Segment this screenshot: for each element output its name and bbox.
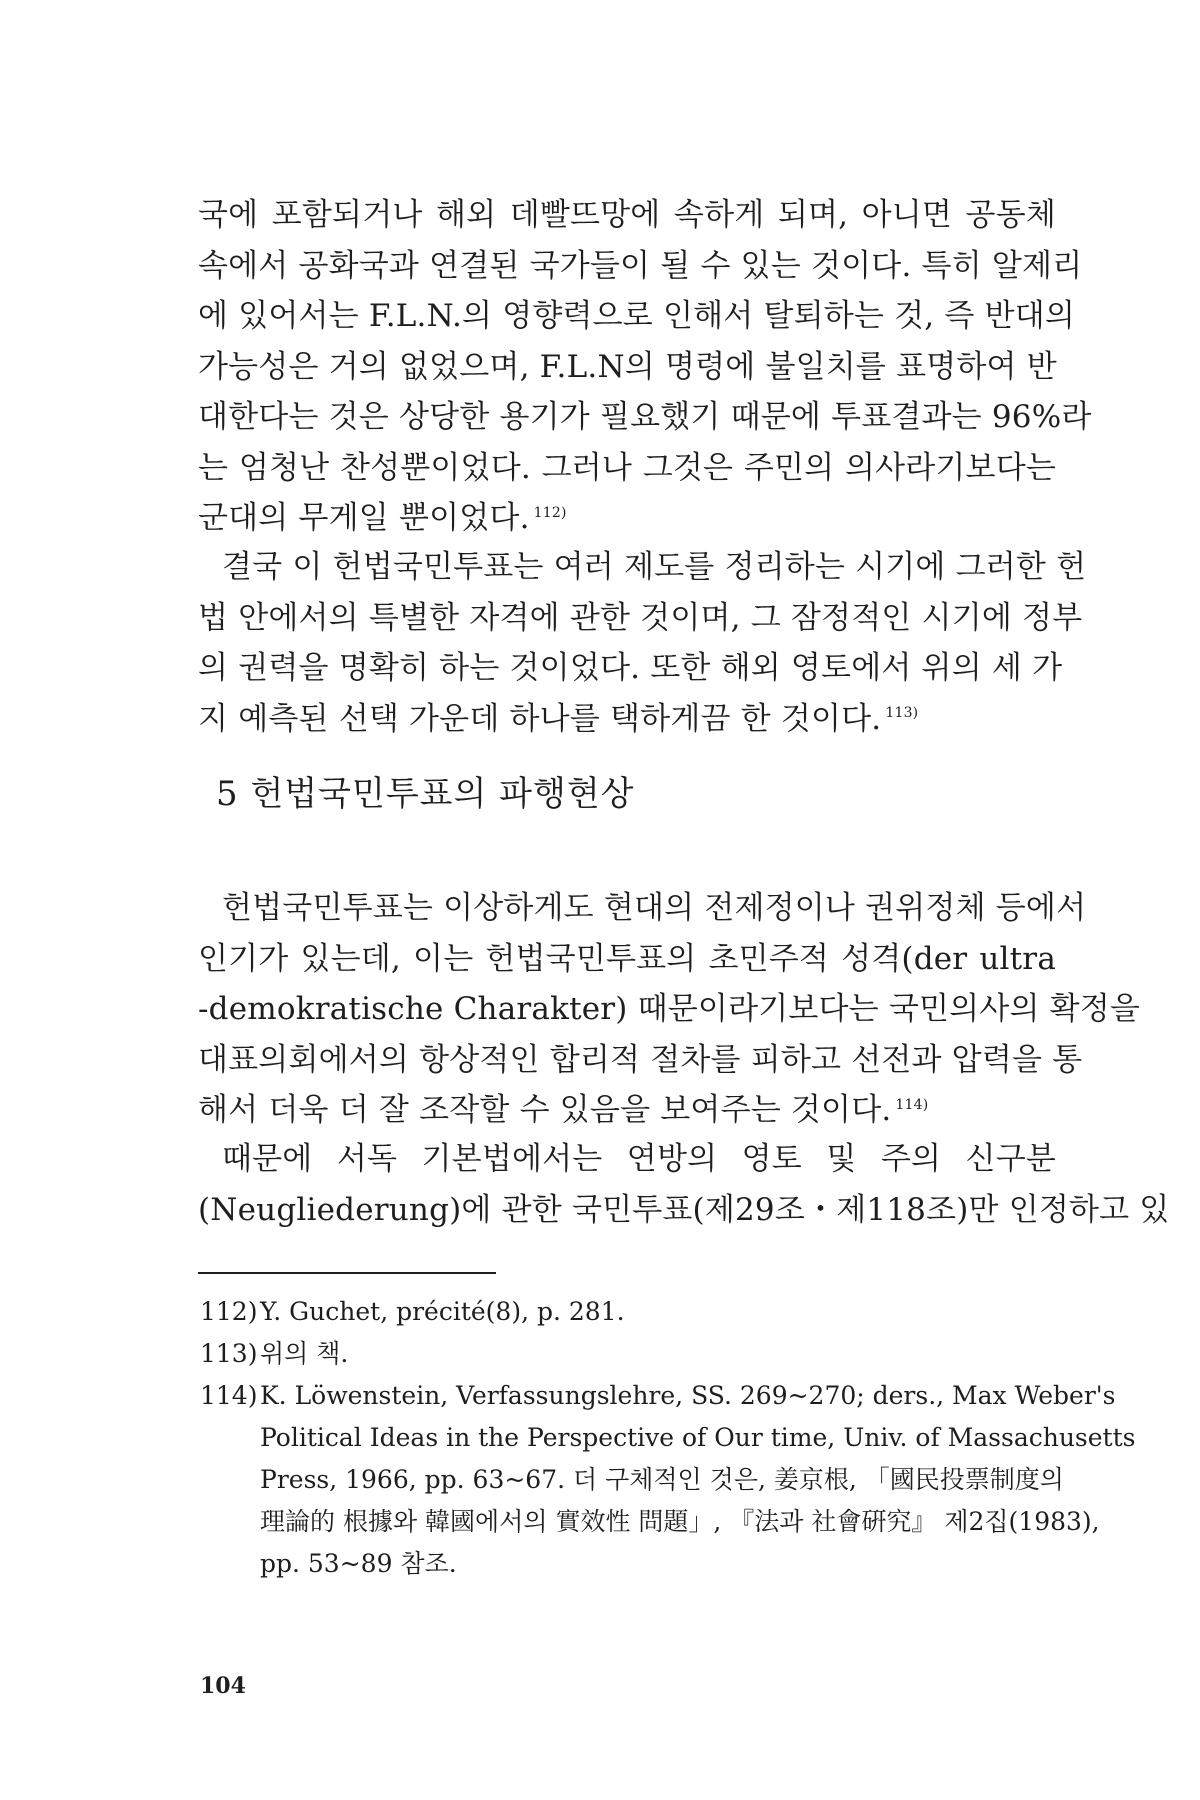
- text-line: (Neugliederung)에 관한 국민투표(제29조・제118조)만 인정하고 있: [198, 1191, 1170, 1228]
- footnote-ref: 113): [885, 705, 919, 722]
- footnote-number: 114): [200, 1381, 258, 1410]
- text-line: 헌법국민투표는 이상하게도 현대의 전제정이나 권위정체 등에서: [222, 890, 1087, 926]
- paragraph-2: [198, 542, 1087, 744]
- footnote-line: Political Ideas in the Perspective of Our time, Univ. of Massachusetts: [260, 1423, 1136, 1452]
- text-line-content: 군대의 무게일 뿐이었다.: [198, 500, 530, 536]
- text-line: [198, 694, 1056, 745]
- footnote-body: [260, 1375, 1135, 1585]
- footnote-body: [260, 1291, 1060, 1333]
- footnote-divider: [198, 1272, 496, 1274]
- footnotes: [200, 1291, 1136, 1585]
- footnote-number: 112): [200, 1297, 258, 1326]
- text-line-content: 해서 더욱 더 잘 조작할 수 있음을 보여주는 것이다.: [198, 1092, 892, 1128]
- footnote-line: Press, 1966, pp. 63~67. 더 구체적인 것은, 姜京根, 「國民投票制度의: [260, 1465, 1064, 1494]
- text-line: 대표의회에서의 항상적인 합리적 절차를 피하고 선전과 압력을 통: [198, 1041, 1083, 1078]
- text-line: [198, 493, 1056, 544]
- text-line: 법 안에서의 특별한 자격에 관한 것이며, 그 잠정적인 시기에 정부: [198, 599, 1083, 636]
- text-line-content: 지 예측된 선택 가운데 하나를 택하게끔 한 것이다.: [198, 700, 882, 737]
- footnote-body: [260, 1333, 1060, 1375]
- footnote-line: K. Löwenstein, Verfassungslehre, SS. 269~270; ders., Max Weber's: [260, 1381, 1116, 1410]
- footnote-line: 위의 책.: [260, 1339, 349, 1368]
- footnote-line: Y. Guchet, précité(8), p. 281.: [260, 1297, 625, 1326]
- text-line: 는 엄청난 찬성뿐이었다. 그러나 그것은 주민의 의사라기보다는: [198, 449, 1056, 486]
- footnote: [200, 1375, 1136, 1585]
- paragraph-1: [198, 190, 1092, 544]
- footnote-line: pp. 53~89 참조.: [260, 1549, 457, 1578]
- footnote-number: 113): [200, 1339, 258, 1368]
- paragraph-4: [198, 1134, 1170, 1235]
- paragraph-3: [198, 883, 1141, 1136]
- text-line: 결국 이 헌법국민투표는 여러 제도를 정리하는 시기에 그러한 헌: [222, 549, 1087, 585]
- text-line: 대한다는 것은 상당한 용기가 필요했기 때문에 투표결과는 96%라: [198, 399, 1092, 435]
- text-line: 때문에 서독 기본법에서는 연방의 영토 및 주의 신구분: [222, 1141, 1056, 1177]
- footnote-line: 理論的 根據와 韓國에서의 實效性 問題」, 『法과 社會硏究』 제2집(1983),: [260, 1507, 1100, 1536]
- text-line: 국에 포함되거나 해외 데빨뜨망에 속하게 되며, 아니면 공동체: [198, 197, 1056, 233]
- footnote-ref: 114): [895, 1096, 929, 1113]
- text-line: 인기가 있는데, 이는 헌법국민투표의 초민주적 성격(der ultra: [198, 940, 1056, 977]
- footnote: [200, 1333, 1060, 1375]
- text-line: 속에서 공화국과 연결된 국가들이 될 수 있는 것이다. 특히 알제리: [198, 247, 1083, 284]
- section-heading: 5 헌법국민투표의 파행현상: [216, 774, 635, 814]
- text-line: 의 권력을 명확히 하는 것이었다. 또한 해외 영토에서 위의 세 가: [198, 650, 1063, 686]
- footnote: [200, 1291, 1060, 1333]
- text-line: [198, 1085, 1056, 1136]
- text-line: 가능성은 거의 없었으며, F.L.N의 명령에 불일치를 표명하여 반: [198, 348, 1057, 385]
- page-number: 104: [200, 1673, 246, 1699]
- footnote-ref: 112): [533, 504, 567, 521]
- text-line: 에 있어서는 F.L.N.의 영향력으로 인해서 탈퇴하는 것, 즉 반대의: [198, 298, 1076, 334]
- text-line: -demokratische Charakter) 때문이라기보다는 국민의사의 확정을: [198, 991, 1141, 1027]
